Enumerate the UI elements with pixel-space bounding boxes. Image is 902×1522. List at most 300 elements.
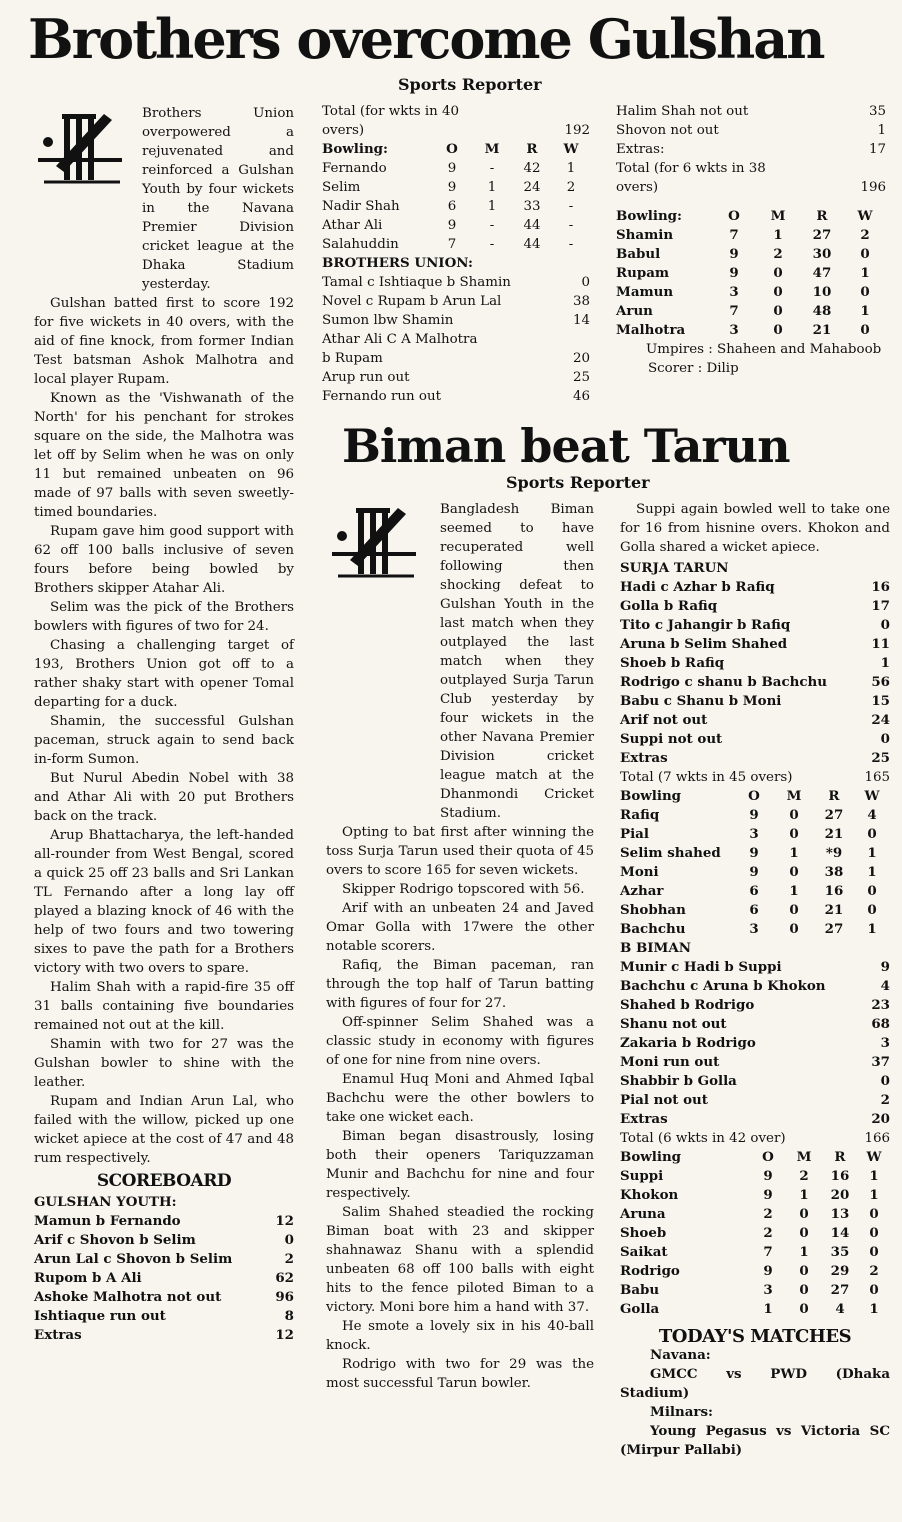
bowling-name: Babul [616,246,661,262]
batting-row [620,616,890,635]
bowling-r: 27 [812,227,832,243]
bowling-r: 33 [523,199,541,214]
batsman-name: Arif c Shovon b Selim [34,1232,196,1248]
bowling-name: Moni [620,864,659,880]
bowling-m: 0 [789,807,799,823]
article2-para: Rodrigo with two for 29 was the most successful Tarun bowler. [326,1357,594,1391]
bowling-m: 0 [773,303,783,319]
batsman-runs: 25 [572,370,590,385]
scoreboard-title: SCOREBOARD [96,1171,232,1191]
bowling-name: Rafiq [620,807,660,823]
milnars-match: Young Pegasus vs Victoria SC (Mirpur Pallabi) [620,1423,890,1458]
bowling-m: 2 [799,1168,809,1184]
biman-bowling-list [620,806,890,939]
article1-para: Shamin, the successful Gulshan paceman, struck again to send back in-form Sumon. [34,714,294,767]
bowling-label: Bowling [620,788,682,804]
batsman-runs: 46 [572,389,590,404]
batting-row [322,311,590,330]
bowling-r: 10 [812,284,832,300]
batsman-runs: 4 [880,978,890,994]
bowling-m: 0 [773,284,783,300]
bowling-row [620,1186,890,1205]
article2-column2 [326,500,594,1393]
todays-matches-title: TODAY'S MATCHES [658,1326,852,1347]
bowling-o: 9 [749,845,759,861]
bowling-o: 1 [763,1301,773,1317]
bowling-r: 44 [523,237,541,252]
bowling-row [616,321,886,340]
batting-row [620,1110,890,1129]
batsman-name: Arif not out [620,712,708,728]
batsman-name: Moni run out [620,1054,720,1070]
article2-para: Salim Shahed steadied the rocking Biman boat with 23 and skipper shahnawaz Shanu with a splendid unbeaten 68 off 100 balls with eight hits to the fence piloted Biman to a victory. Moni bore him a hand with 37. [326,1205,594,1315]
bowling-name: Fernando [322,161,387,176]
article2-column3 [620,500,890,1460]
bowling-w-header: W [563,141,579,157]
batsman-runs: 14 [572,313,590,328]
bowling-row [620,1205,890,1224]
bowling-m: 0 [799,1282,809,1298]
bowling-w: 0 [860,284,870,300]
bowling-row [322,235,590,254]
bowling-o: 7 [447,237,457,252]
bowling-m: 0 [799,1301,809,1317]
batting-row [322,330,590,349]
navana-match: GMCC vs PWD (Dhaka Stadium) [620,1366,890,1401]
bowling-m: 1 [799,1187,809,1203]
bowling-r: 21 [824,902,844,918]
bowling-r: 42 [523,161,541,176]
batting-row [620,1015,890,1034]
bowling-name: Babu [620,1282,660,1298]
bowling-r: 48 [812,303,832,319]
bowling-r: 4 [835,1301,845,1317]
bowling-m: 1 [789,883,799,899]
bowling-m: 0 [799,1206,809,1222]
bowling-label: Bowling: [322,141,388,157]
batsman-name: Aruna b Selim Shahed [620,636,788,652]
batting-row [34,1250,294,1269]
bowling-row [620,863,890,882]
bowling-r-header: R [834,1149,846,1165]
bowling-m: 1 [487,199,497,214]
batting-row [620,692,890,711]
batsman-name: Sumon lbw Shamin [322,313,454,328]
bowling-w: 0 [867,826,877,842]
bowling-name: Shamin [616,227,674,243]
gulshan-total-row-2 [322,121,590,140]
batsman-name: Babu c Shanu b Moni [620,693,782,709]
bowling-m-header: M [786,788,802,804]
batsman-name: Tito c Jahangir b Rafiq [620,617,791,633]
bowling-row [322,197,590,216]
batsman-runs: 37 [871,1054,890,1070]
bowling-r: 13 [830,1206,850,1222]
article1-para: Rupam gave him good support with 62 off 100 balls inclusive of seven fours before being bowled by Brothers skipper Atahar Ali. [34,524,294,596]
batsman-name: Shahed b Rodrigo [620,997,755,1013]
bowling-r: 16 [830,1168,850,1184]
bowling-o: 9 [447,218,457,233]
bowling-o: 9 [447,180,457,195]
article1-para: Halim Shah with a rapid-fire 35 off 31 balls containing five boundaries remained not out at the kill. [34,980,294,1033]
bowling-w: 0 [860,322,870,338]
batsman-name: Shovon not out [616,123,719,138]
article1-column3 [616,102,886,378]
bowling-r: 20 [830,1187,850,1203]
bowling-w: 0 [860,246,870,262]
batsman-runs: 25 [871,750,890,766]
bowling-row [620,882,890,901]
byline-article1: Sports Reporter [398,75,542,94]
bowling-o: 6 [749,883,759,899]
bowling-r: *9 [825,845,843,861]
article1-para: Chasing a challenging target of 193, Brothers Union got off to a rather shaky start with opener Tomal departing for a duck. [34,638,294,710]
bowling-w-header: W [866,1149,882,1165]
bowling-name: Selim [322,180,361,195]
bowling-r: 47 [812,265,832,281]
brothers-bowling-header [322,140,590,159]
bowling-row [616,264,886,283]
batsman-runs: 1 [877,123,886,138]
batting-row [620,1072,890,1091]
article1-para: Shamin with two for 27 was the Gulshan bowler to shine with the leather. [34,1037,294,1090]
article2-para: Enamul Huq Moni and Ahmed Iqbal Bachchu were the other bowlers to take one wicket each. [326,1072,594,1125]
batsman-runs: 0 [880,731,890,747]
headline-biman-beat-tarun: Biman beat Tarun [342,419,790,473]
brothers-union-title: BROTHERS UNION: [322,255,473,271]
article1-para: Known as the 'Vishwanath of the North' for his penchant for strokes square on the side, the Malhotra was let off by Selim when he was on only 11 but remained unbeaten on 96 made of 97 balls with seven sweetly-timed boundaries. [34,391,294,520]
bowling-r: 16 [824,883,844,899]
bowling-r: 24 [523,180,541,195]
biman-total-value: 166 [864,1131,890,1146]
batsman-name: Golla b Rafiq [620,598,718,614]
bowling-m: 1 [799,1244,809,1260]
batsman-name: Ashoke Malhotra not out [34,1289,222,1305]
bowling-name: Bachchu [620,921,686,937]
gulshan-total-label: Total (for wkts in 40 [322,104,460,119]
bowling-row [616,245,886,264]
bowling-name: Rodrigo [620,1263,680,1279]
bowling-w: - [568,237,574,252]
batsman-name: Rupom b A Ali [34,1270,142,1286]
bowling-name: Shoeb [620,1225,667,1241]
batting-row [322,273,590,292]
bowling-name: Aruna [620,1206,666,1222]
batsman-name: Shoeb b Rafiq [620,655,725,671]
bowling-o: 9 [729,246,739,262]
bowling-w: 1 [867,921,877,937]
batsman-name: Halim Shah not out [616,104,749,119]
bowling-m: 0 [789,864,799,880]
bowling-w: 4 [867,807,877,823]
gulshan-total-label-2: overs) [322,123,365,138]
bowling-o: 7 [729,227,739,243]
bowling-o: 3 [729,284,739,300]
bowling-o-header: O [446,141,458,157]
bowling-o: 9 [749,864,759,880]
bowling-row [620,901,890,920]
article1-para: Arup Bhattacharya, the left-handed all-rounder from West Bengal, scored a quick 25 off 23 balls and Sri Lankan TL Fernando after a long lay off played a blazing knock of 46 with the help of two fours and two towering sixes to pave the path for a Brothers victory with two overs to spare. [34,828,294,976]
batsman-runs: 24 [871,712,890,728]
bowling-m: 0 [799,1225,809,1241]
batsman-name: Fernando run out [322,389,441,404]
batsman-runs: 15 [871,693,890,709]
batsman-runs: 20 [871,1111,890,1127]
batsman-runs: 68 [871,1016,890,1032]
batting-row [34,1269,294,1288]
bowling-o: 9 [763,1263,773,1279]
batting-row [620,673,890,692]
bowling-name: Pial [620,826,649,842]
bowling-row [616,226,886,245]
batsman-name: Mamun b Fernando [34,1213,181,1229]
bowling-m: 1 [487,180,497,195]
bowling-r-header: R [816,208,828,224]
bowling-name: Golla [620,1301,660,1317]
bowling-m-header: M [770,208,786,224]
batting-row [616,102,886,121]
batting-row [620,996,890,1015]
batsman-name: Munir c Hadi b Suppi [620,959,782,975]
article1-lead: Brothers Union overpowered a rejuvenated and reinforced a Gulshan Youth by four wickets in the Navana Premier Division cricket league at the Dhaka Stadium yesterday. [142,106,294,292]
bowling-o-header: O [748,788,760,804]
batsman-name: Suppi not out [620,731,723,747]
gulshan-total-row [322,102,590,121]
batting-row [620,749,890,768]
batting-row [620,654,890,673]
batsman-runs: 3 [880,1035,890,1051]
article1-column1 [34,104,294,1345]
gulshan-batting-list [34,1212,294,1345]
bowling-label: Bowling: [616,208,682,224]
batsman-name: Rodrigo c shanu b Bachchu [620,674,827,690]
bowling-m: - [489,237,495,252]
batsman-runs: 16 [871,579,890,595]
bowling-w-header: W [864,788,880,804]
biman-batting-list [620,958,890,1129]
bowling-m: 0 [789,826,799,842]
bowling-m: 1 [773,227,783,243]
article2-para: He smote a lovely six in his 40-ball knock. [326,1319,594,1353]
batting-row [620,597,890,616]
brothers-total-value: 196 [860,180,886,195]
bowling-r: 38 [824,864,844,880]
bowling-m: 0 [799,1263,809,1279]
bowling-m: 0 [773,265,783,281]
bowling-o: 3 [763,1282,773,1298]
batsman-runs: 2 [284,1251,294,1267]
umpires-line: Umpires : Shaheen and Mahaboob [646,342,882,357]
article2-para: Skipper Rodrigo topscored with 56. [342,882,585,897]
bowling-name: Azhar [620,883,664,899]
batting-row [620,1091,890,1110]
bowling-r-header: R [526,141,538,157]
bowling-w: 0 [869,1244,879,1260]
bowling-row [620,1281,890,1300]
batsman-name: Novel c Rupam b Arun Lal [322,294,502,309]
batsman-runs: 1 [880,655,890,671]
bowling-row [620,1224,890,1243]
article1-para: But Nurul Abedin Nobel with 38 and Athar Ali with 20 put Brothers back on the track. [34,771,294,824]
batsman-name: Extras [620,1111,668,1127]
bowling-w: 2 [869,1263,879,1279]
batting-row [34,1326,294,1345]
bowling-row [620,1262,890,1281]
bowling-w-header: W [857,208,873,224]
bowling-row [616,283,886,302]
surja-bowling-header [620,1148,890,1167]
batting-row [34,1231,294,1250]
headline-brothers-overcome-gulshan: Brothers overcome Gulshan [28,7,824,71]
bowling-w: 0 [867,883,877,899]
bowling-w: 1 [869,1187,879,1203]
bowling-name: Saikat [620,1244,668,1260]
bowling-row [620,1243,890,1262]
batsman-runs: 0 [284,1232,294,1248]
bowling-o: 3 [749,826,759,842]
brothers-total-row [616,159,886,178]
bowling-w: 1 [867,845,877,861]
bowling-name: Nadir Shah [322,199,400,214]
batsman-runs: 0 [880,1073,890,1089]
brothers-total-label-2: overs) [616,180,659,195]
bowling-w: 2 [566,180,576,195]
batsman-runs: 17 [868,142,886,157]
batsman-name: Extras [34,1327,82,1343]
surja-tarun-title: SURJA TARUN [620,560,729,576]
brothers-batting-list [322,273,590,406]
batsman-runs: 23 [871,997,890,1013]
brothers-total-row-2 [616,178,886,197]
bowling-name: Arun [616,303,653,319]
batsman-name: Pial not out [620,1092,708,1108]
batting-row [34,1212,294,1231]
bowling-w: 0 [869,1206,879,1222]
bowling-o-header: O [762,1149,774,1165]
article2-para: Rafiq, the Biman paceman, ran through the top half of Tarun batting with figures of four for 27. [326,958,594,1011]
batting-row [34,1288,294,1307]
batting-row [620,635,890,654]
bowling-name: Athar Ali [322,218,383,233]
batsman-name: Ishtiaque run out [34,1308,166,1324]
bowling-name: Khokon [620,1187,679,1203]
bowling-row [616,302,886,321]
surja-bowling-list [620,1167,890,1319]
bowling-w: 1 [860,303,870,319]
bowling-w: 2 [860,227,870,243]
article2-para: Suppi again bowled well to take one for 16 from hisnine overs. Khokon and Golla shared a wicket apiece. [620,502,890,555]
bowling-row [620,806,890,825]
biman-title: B BIMAN [620,940,692,956]
batsman-runs: 96 [275,1289,294,1305]
bowling-o: 3 [749,921,759,937]
article1-column2 [322,102,590,406]
bowling-w: 1 [869,1301,879,1317]
bowling-m: 0 [789,902,799,918]
bowling-o: 9 [447,161,457,176]
batsman-name: Extras [620,750,668,766]
batsman-runs: 2 [880,1092,890,1108]
batsman-runs: 38 [572,294,590,309]
bowling-r: 27 [830,1282,850,1298]
batsman-runs: 35 [868,104,886,119]
batsman-name: Shabbir b Golla [620,1073,737,1089]
article2-para: Arif with an unbeaten 24 and Javed Omar Golla with 17were the other notable scorers. [326,901,594,954]
bowling-r: 35 [830,1244,850,1260]
batting-row [620,1053,890,1072]
batting-row [620,977,890,996]
bowling-r: 21 [812,322,832,338]
article2-para: Biman began disastrously, losing both their openers Tariquzzaman Munir and Bachchu for nine and four respectively. [326,1129,594,1201]
batting-row [322,292,590,311]
bowling-o: 9 [763,1187,773,1203]
bowling-row [322,159,590,178]
brothers-bowling-list [322,159,590,254]
bowling-m: - [489,161,495,176]
batting-row [322,387,590,406]
bowling-name: Rupam [616,265,670,281]
bowling-w: 0 [869,1282,879,1298]
bowling-o: 7 [729,303,739,319]
bowling-m: - [489,218,495,233]
batsman-runs: 20 [572,351,590,366]
bowling-name: Malhotra [616,322,686,338]
bowling-m-header: M [484,141,500,157]
article2-para: Opting to bat first after winning the toss Surja Tarun used their quota of 45 overs to score 165 for seven wickets. [326,825,594,878]
bowling-o: 6 [749,902,759,918]
bowling-row [620,1300,890,1319]
article1-para: Rupam and Indian Arun Lal, who failed with the willow, picked up one wicket apiece at the cost of 47 and 48 rum respectively. [34,1094,294,1166]
bowling-r: 14 [830,1225,850,1241]
bowling-o: 6 [447,199,457,214]
milnars-label: Milnars: [650,1404,713,1420]
batsman-runs: 12 [275,1327,294,1343]
bowling-m-header: M [796,1149,812,1165]
gulshan-bowling-header [616,207,886,226]
gulshan-youth-title: GULSHAN YOUTH: [34,1194,177,1210]
article2-para: Off-spinner Selim Shahed was a classic study in economy with figures of one for nine from nine overs. [326,1015,594,1068]
bowling-w: 0 [869,1225,879,1241]
batsman-name: Arup run out [322,370,410,385]
bowling-m: 1 [789,845,799,861]
batsman-runs: 12 [275,1213,294,1229]
bowling-w: 1 [869,1168,879,1184]
batsman-name: Hadi c Azhar b Rafiq [620,579,775,595]
batsman-runs: 62 [275,1270,294,1286]
bowling-row [620,1167,890,1186]
surja-total-row [620,768,890,787]
surja-total-label: Total (7 wkts in 45 overs) [620,770,793,785]
bowling-m: 2 [773,246,783,262]
bowling-o: 2 [763,1225,773,1241]
batting-row [322,349,590,368]
bowling-name: Shobhan [620,902,686,918]
batting-row [322,368,590,387]
batsman-name: Shanu not out [620,1016,727,1032]
batsman-name: b Rupam [322,351,383,366]
bowling-w: - [568,199,574,214]
article1-para: Selim was the pick of the Brothers bowlers with figures of two for 24. [34,600,294,634]
batting-row [620,578,890,597]
batsman-runs: 9 [880,959,890,975]
bowling-r: 44 [523,218,541,233]
bowling-w: 0 [867,902,877,918]
article2-lead: Bangladesh Biman seemed to have recuperated well following then shocking defeat to Gulshan Youth in the last match when they outplayed the last match when they outplayed Surja Tarun Club yesterday by four wickets in the other Navana Premier Division cricket league match at the Dhanmondi Cricket Stadium. [440,502,594,821]
bowling-row [322,178,590,197]
batting-row [620,1034,890,1053]
bowling-r-header: R [828,788,840,804]
bowling-r: 27 [824,807,844,823]
